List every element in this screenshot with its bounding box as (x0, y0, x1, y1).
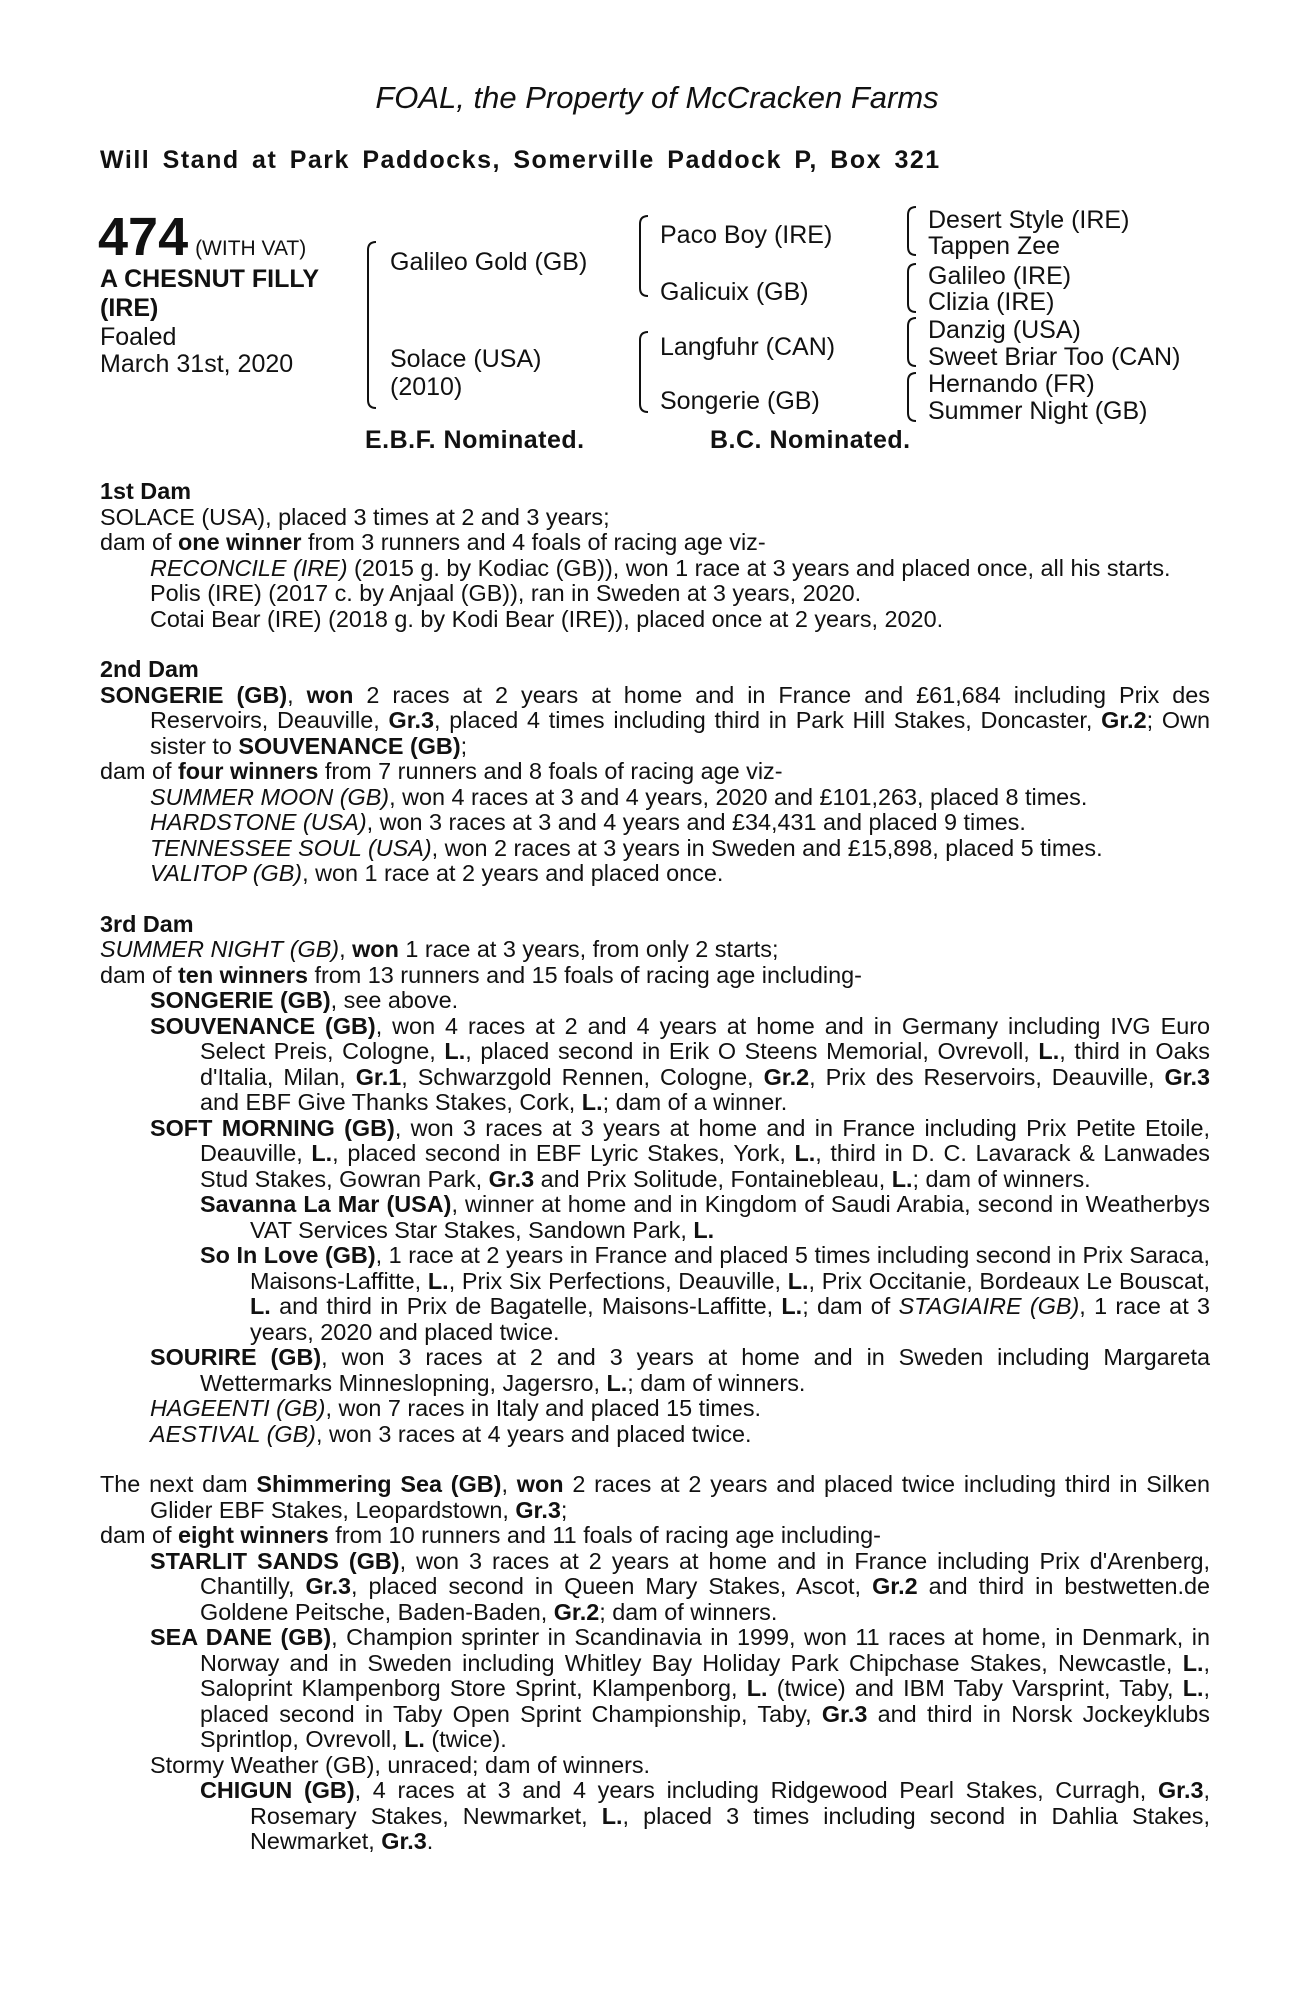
dam-summary: SONGERIE (GB), won 2 races at 2 years at home and in France and £61,684 including Prix des Reservoirs, Deauville, Gr.3, placed 4 times including third in Park Hill Stakes, Doncaster, Gr.2; Own sister to SOUVENANCE (GB); (100, 681, 1210, 759)
foaled-date: March 31st, 2020 (100, 350, 294, 378)
ebf-nominated: E.B.F. Nominated. (365, 426, 585, 454)
pedigree-bracket-sd (902, 262, 922, 314)
pedigree-dam-year: (2010) (390, 373, 463, 401)
produce-summary: dam of eight winners from 10 runners and 11 foals of racing age including- (100, 1522, 881, 1548)
pedigree-ssd: Tappen Zee (928, 232, 1061, 260)
pedigree-bracket-dam (634, 330, 654, 414)
catalogue-header: FOAL, the Property of McCracken Farms (375, 80, 939, 115)
dam-summary: SUMMER NIGHT (GB), won 1 race at 3 years, from only 2 starts; (100, 936, 779, 962)
grand-produce-item: CHIGUN (GB), 4 races at 3 and 4 years including Ridgewood Pearl Stakes, Curragh, Gr.3, Rosemary Stakes, Newmarket, L., placed 3 times including second in Dahlia Stakes, Newmarket, Gr.3. (200, 1777, 1210, 1854)
pedigree-dam-dam: Songerie (GB) (660, 387, 820, 415)
produce-item: SEA DANE (GB), Champion sprinter in Scandinavia in 1999, won 11 races at home, in Denmark, in Norway and in Sweden including Whitley Bay Holiday Park Chipchase Stakes, Newcastle, L., Saloprint Klampenborg Store Sprint, Klampenborg, L. (twice) and IBM Taby Varsprint, Taby, L., placed second in Taby Open Sprint Championship, Taby, Gr.3 and third in Norsk Jockeyklubs Sprintlop, Ovrevoll, L. (twice). (150, 1624, 1210, 1752)
produce-item: SOUVENANCE (GB), won 4 races at 2 and 4 years at home and in Germany including IVG Euro Select Preis, Cologne, L., placed second in Erik O Steens Memorial, Ovrevoll, L., third in Oaks d'Italia, Milan, Gr.1, Schwarzgold Rennen, Cologne, Gr.2, Prix des Reservoirs, Deauville, Gr.3 and EBF Give Thanks Stakes, Cork, L.; dam of a winner. (150, 1012, 1211, 1115)
pedigree-sdd: Clizia (IRE) (928, 288, 1055, 316)
produce-summary: dam of one winner from 3 runners and 4 foals of racing age viz- (100, 529, 766, 555)
third-dam-section (100, 912, 1210, 1448)
pedigree-sire-dam: Galicuix (GB) (660, 278, 809, 306)
section-title: 2nd Dam (100, 656, 199, 682)
lot-vat: (WITH VAT) (195, 237, 307, 260)
first-dam-section (100, 479, 1210, 632)
produce-item: Polis (IRE) (2017 c. by Anjaal (GB)), ran in Sweden at 3 years, 2020. (150, 580, 862, 606)
produce-summary: dam of four winners from 7 runners and 8 foals of racing age viz- (100, 758, 783, 784)
section-title: 3rd Dam (100, 910, 194, 937)
pedigree-dsd: Sweet Briar Too (CAN) (928, 343, 1181, 371)
grand-produce-item: Savanna La Mar (USA), winner at home and in Kingdom of Saudi Arabia, second in Weatherbys VAT Services Star Stakes, Sandown Park, L. (200, 1191, 1210, 1243)
bc-nominated: B.C. Nominated. (710, 426, 911, 454)
lot-description: A CHESNUT FILLY (100, 265, 319, 293)
produce-item: Stormy Weather (GB), unraced; dam of winners. (150, 1751, 651, 1778)
lot-heading (98, 207, 307, 267)
produce-item: Cotai Bear (IRE) (2018 g. by Kodi Bear (IRE)), placed once at 2 years, 2020. (150, 605, 944, 632)
section-title: 1st Dam (100, 478, 192, 504)
produce-item: STARLIT SANDS (GB), won 3 races at 2 years at home and in France including Prix d'Arenberg, Chantilly, Gr.3, placed second in Queen Mary Stakes, Ascot, Gr.2 and third in bestwetten.de Goldene Peitsche, Baden-Baden, Gr.2; dam of winners. (150, 1547, 1211, 1625)
pedigree-bracket-ds (902, 316, 922, 368)
pedigree-dds: Hernando (FR) (928, 370, 1095, 398)
produce-item: TENNESSEE SOUL (USA), won 2 races at 3 years in Sweden and £15,898, placed 5 times. (150, 834, 1103, 861)
pedigree-sire: Galileo Gold (GB) (390, 248, 588, 276)
dam-summary: The next dam Shimmering Sea (GB), won 2 races at 2 years and placed twice including third in Silken Glider EBF Stakes, Leopardstown, Gr.3; (100, 1471, 1210, 1523)
lot-number: 474 (98, 207, 189, 267)
produce-item: SUMMER MOON (GB), won 4 races at 3 and 4 years, 2020 and £101,263, placed 8 times. (150, 783, 1088, 810)
grand-produce-item: So In Love (GB), 1 race at 2 years in France and placed 5 times including second in Prix Saraca, Maisons-Laffitte, L., Prix Six Perfections, Deauville, L., Prix Occitanie, Bordeaux Le Bouscat, L. and third in Prix de Bagatelle, Maisons-Laffitte, L.; dam of STAGIAIRE (GB), 1 race at 3 years, 2020 and placed twice. (200, 1242, 1211, 1345)
dam-summary: SOLACE (USA), placed 3 times at 2 and 3 years; (100, 503, 610, 530)
next-dam-section (100, 1472, 1210, 1855)
foaled-label: Foaled (100, 323, 177, 351)
produce-item: AESTIVAL (GB), won 3 races at 4 years and placed twice. (150, 1420, 752, 1447)
pedigree-sss: Desert Style (IRE) (928, 206, 1130, 234)
produce-item: RECONCILE (IRE) (2015 g. by Kodiac (GB)), won 1 race at 3 years and placed once, all his starts. (150, 554, 1171, 581)
produce-item: SOFT MORNING (GB), won 3 races at 3 years at home and in France including Prix Petite Etoile, Deauville, L., placed second in EBF Lyric Stakes, York, L., third in D. C. Lavarack & Lanwades Stud Stakes, Gowran Park, Gr.3 and Prix Solitude, Fontainebleau, L.; dam of winners. (150, 1114, 1210, 1192)
produce-item: HARDSTONE (USA), won 3 races at 3 and 4 years and £34,431 and placed 9 times. (150, 809, 1026, 835)
produce-item: HAGEENTI (GB), won 7 races in Italy and placed 15 times. (150, 1395, 762, 1421)
pedigree-sire-sire: Paco Boy (IRE) (660, 221, 833, 249)
pedigree-dam-sire: Langfuhr (CAN) (660, 333, 836, 361)
pedigree-bracket-ss (902, 205, 922, 257)
produce-item: SONGERIE (GB), see above. (150, 987, 459, 1013)
pedigree-dss: Danzig (USA) (928, 316, 1081, 344)
pedigree-bracket-gen1 (362, 240, 382, 410)
produce-item: SOURIRE (GB), won 3 races at 2 and 3 years at home and in Sweden including Margareta Wettermarks Minneslopning, Jagersro, L.; dam of winners. (150, 1344, 1210, 1396)
produce-summary: dam of ten winners from 13 runners and 15 foals of racing age including- (100, 961, 862, 988)
produce-item: VALITOP (GB), won 1 race at 2 years and placed once. (150, 860, 724, 886)
pedigree-dam: Solace (USA) (390, 345, 542, 373)
pedigree-sds: Galileo (IRE) (928, 262, 1072, 290)
stand-info: Will Stand at Park Paddocks, Somerville Paddock P, Box 321 (100, 146, 941, 174)
pedigree-bracket-dd (902, 371, 922, 423)
lot-description-country: (IRE) (100, 294, 159, 322)
pedigree-ddd: Summer Night (GB) (928, 397, 1148, 425)
second-dam-section (100, 657, 1210, 887)
pedigree-bracket-sire (634, 214, 654, 298)
pedigree-notes (100, 479, 1210, 1880)
